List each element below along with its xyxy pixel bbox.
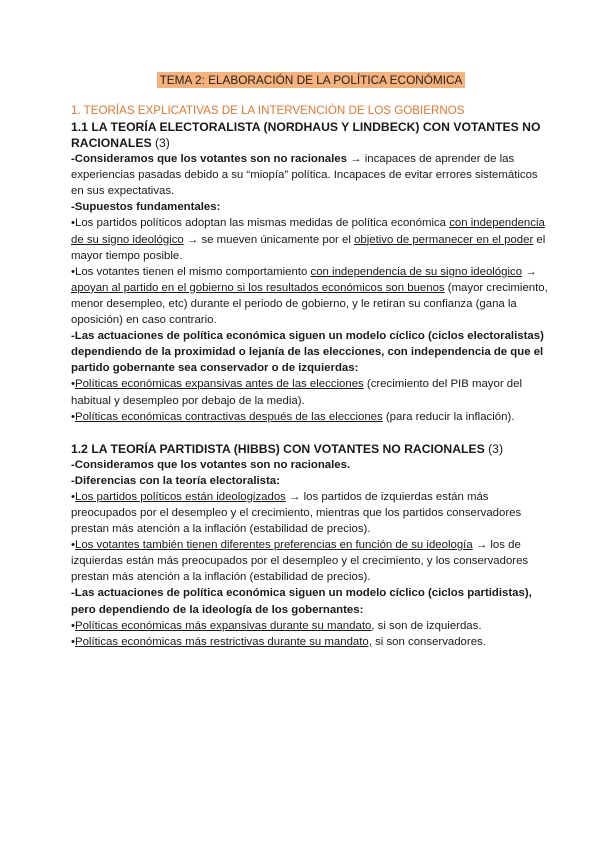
bullet-partidos: •Los partidos políticos adoptan las mismas medidas de política económica con independencia de su signo ideológico → se mueven únicamente por el objetivo de permanecer en el poder el mayor tiempo posible. bbox=[71, 217, 546, 262]
bullet-mas-restrictivas: •Políticas económicas más restrictivas durante su mandato, si son conservadores. bbox=[71, 635, 486, 648]
paragraph-ciclo-partidista: -Las actuaciones de política económica siguen un modelo cíclico (ciclos partidistas), pero dependiendo de la ideología de los gobernantes: bbox=[71, 587, 532, 616]
diferencias-heading: -Diferencias con la teoría electoralista: bbox=[71, 474, 280, 487]
heading-1-2: 1.2 LA TEORÍA PARTIDISTA (HIBBS) CON VOTANTES NO RACIONALES (3) bbox=[71, 441, 504, 456]
bullet-contractivas: •Políticas económicas contractivas después de las elecciones (para reducir la inflación). bbox=[71, 410, 515, 423]
bullet-votantes: •Los votantes tienen el mismo comportamiento con independencia de su signo ideológico → apoyan al partido en el gobierno si los resultados económicos son buenos (mayor crecimiento, menor desempleo, etc) durante el periodo de gobierno, y le retiran su confianza (gana la oposición) en caso contrario. bbox=[71, 265, 548, 327]
document-content bbox=[71, 72, 551, 650]
bullet-mas-expansivas: •Políticas económicas más expansivas durante su mandato, si son de izquierdas. bbox=[71, 619, 482, 632]
heading-1-1: 1.1 LA TEORÍA ELECTORALISTA (NORDHAUS Y LINDBECK) CON VOTANTES NO RACIONALES (3) bbox=[71, 120, 541, 151]
bullet-expansivas: •Políticas económicas expansivas antes de las elecciones (crecimiento del PIB mayor del habitual y desempleo por debajo de la media). bbox=[71, 378, 522, 407]
section-subtitle: 1. TEORÍAS EXPLICATIVAS DE LA INTERVENCIÓN DE LOS GOBIERNOS bbox=[71, 104, 465, 118]
title-wrap bbox=[71, 72, 551, 89]
paragraph-ciclo-electoral: -Las actuaciones de política económica siguen un modelo cíclico (ciclos electoralistas) dependiendo de la proximidad o lejanía de las elecciones, con independencia de que el partido gobernante sea conservador o de izquierdas: bbox=[71, 330, 544, 375]
section-gap bbox=[71, 425, 551, 441]
supuestos-heading: -Supuestos fundamentales: bbox=[71, 201, 221, 214]
bullet-ideologizados: •Los partidos políticos están ideologizados → los partidos de izquierdas están más preocupados por el desempleo y el crecimiento, mientras que los partidos conservadores prestan más atención a la inflación (estabilidad de precios). bbox=[71, 490, 522, 536]
bullet-preferencias: •Los votantes también tienen diferentes preferencias en función de su ideología → los de izquierdas están más preocupados por el desempleo y el crecimiento, y los conservadores prestan más atención a la inflación (estabilidad de precios). bbox=[71, 539, 529, 584]
paragraph-votantes-2: -Consideramos que los votantes son no racionales. bbox=[71, 458, 351, 471]
paragraph-votantes: -Consideramos que los votantes son no racionales → incapaces de aprender de las experiencias pasadas debido a su “miopía” política. Incapaces de evitar errores sistemáticos en sus expectativas. bbox=[71, 153, 538, 198]
page-title: TEMA 2: ELABORACIÓN DE LA POLÍTICA ECONÓMICA bbox=[157, 72, 466, 88]
